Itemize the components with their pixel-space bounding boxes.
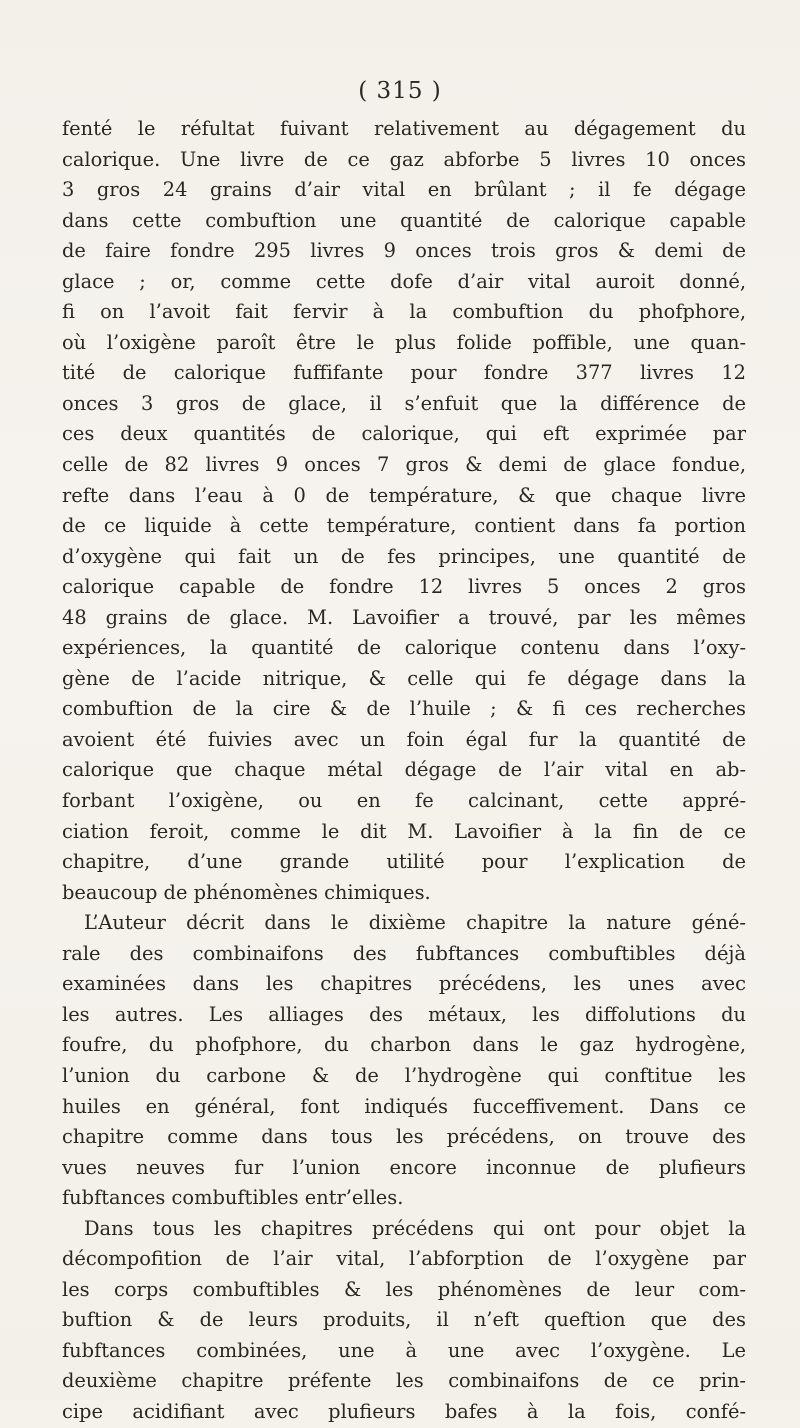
- text-line: l’union du carbone & de l’hydrogène qui conftitue les: [62, 1063, 746, 1087]
- text-line: fubftances combinées, une à une avec l’oxygène. Le: [62, 1338, 746, 1362]
- text-line: cipe acidifiant avec plufieurs bafes à la fois, confé-: [62, 1399, 746, 1423]
- text-line: Dans tous les chapitres précédens qui ont pour objet la: [84, 1216, 746, 1240]
- text-line: calorique que chaque métal dégage de l’air vital en ab-: [62, 758, 746, 782]
- page-number: ( 315 ): [358, 78, 442, 104]
- text-line: glace ; or, comme cette dofe d’air vital auroit donné,: [62, 269, 746, 293]
- text-line: tité de calorique fuffifante pour fondre 377 livres 12: [62, 361, 746, 385]
- text-line: décompofition de l’air vital, l’abforption de l’oxygène par: [62, 1247, 746, 1271]
- text-line: dans cette combuftion une quantité de calorique capable: [62, 208, 746, 232]
- text-line: où l’oxigène paroît être le plus folide poffible, une quan-: [62, 330, 746, 354]
- text-line: ciation feroit, comme le dit M. Lavoifier à la fin de ce: [62, 819, 746, 843]
- text-line: de ce liquide à cette température, contient dans fa portion: [62, 514, 746, 538]
- text-line: calorique capable de fondre 12 livres 5 onces 2 gros: [62, 575, 746, 599]
- text-line: chapitre, d’une grande utilité pour l’explication de: [62, 850, 746, 874]
- text-line: ces deux quantités de calorique, qui eft exprimée par: [62, 422, 746, 446]
- text-line: refte dans l’eau à 0 de température, & que chaque livre: [62, 483, 746, 507]
- text-line: examinées dans les chapitres précédens, les unes avec: [62, 972, 746, 996]
- text-line: buftion & de leurs produits, il n’eft queftion que des: [62, 1308, 746, 1332]
- text-line: 3 gros 24 grains d’air vital en brûlant ; il fe dégage: [62, 178, 746, 202]
- text-line: foufre, du phofphore, du charbon dans le gaz hydrogène,: [62, 1033, 746, 1057]
- text-line: combuftion de la cire & de l’huile ; & fi ces recherches: [62, 697, 746, 721]
- text-line: avoient été fuivies avec un foin égal fur la quantité de: [62, 727, 746, 751]
- text-line: forbant l’oxigène, ou en fe calcinant, cette appré-: [62, 789, 746, 813]
- text-line: beaucoup de phénomènes chimiques.: [62, 880, 431, 904]
- text-line: gène de l’acide nitrique, & celle qui fe dégage dans la: [62, 666, 746, 690]
- text-line: huiles en général, font indiqués fucceffivement. Dans ce: [62, 1094, 746, 1118]
- text-line: les autres. Les alliages des métaux, les diffolutions du: [62, 1002, 746, 1026]
- text-line: expériences, la quantité de calorique contenu dans l’oxy-: [62, 636, 746, 660]
- text-line: rale des combinaifons des fubftances combuftibles déjà: [62, 941, 746, 965]
- text-line: les corps combuftibles & les phénomènes de leur com-: [62, 1277, 746, 1301]
- text-line: 48 grains de glace. M. Lavoifier a trouvé, par les mêmes: [62, 605, 746, 629]
- text-line: fenté le réfultat fuivant relativement au dégagement du: [62, 117, 746, 140]
- text-line: fi on l’avoit fait fervir à la combuftion du phofphore,: [62, 300, 746, 324]
- text-line: celle de 82 livres 9 onces 7 gros & demi de glace fondue,: [62, 453, 746, 477]
- text-line: d’oxygène qui fait un de fes principes, une quantité de: [62, 544, 746, 568]
- body-text: [62, 114, 746, 1428]
- text-line: vues neuves fur l’union encore inconnue de plufieurs: [62, 1155, 746, 1179]
- text-line: fubftances combuftibles entr’elles.: [62, 1186, 404, 1210]
- text-line: calorique. Une livre de ce gaz abforbe 5 livres 10 onces: [62, 147, 746, 171]
- text-line: L’Auteur décrit dans le dixième chapitre la nature géné-: [84, 911, 746, 935]
- text-line: de faire fondre 295 livres 9 onces trois gros & demi de: [62, 239, 746, 263]
- text-line: onces 3 gros de glace, il s’enfuit que la différence de: [62, 391, 746, 415]
- text-line: deuxième chapitre préfente les combinaifons de ce prin-: [62, 1369, 746, 1393]
- text-line: chapitre comme dans tous les précédens, on trouve des: [62, 1125, 746, 1149]
